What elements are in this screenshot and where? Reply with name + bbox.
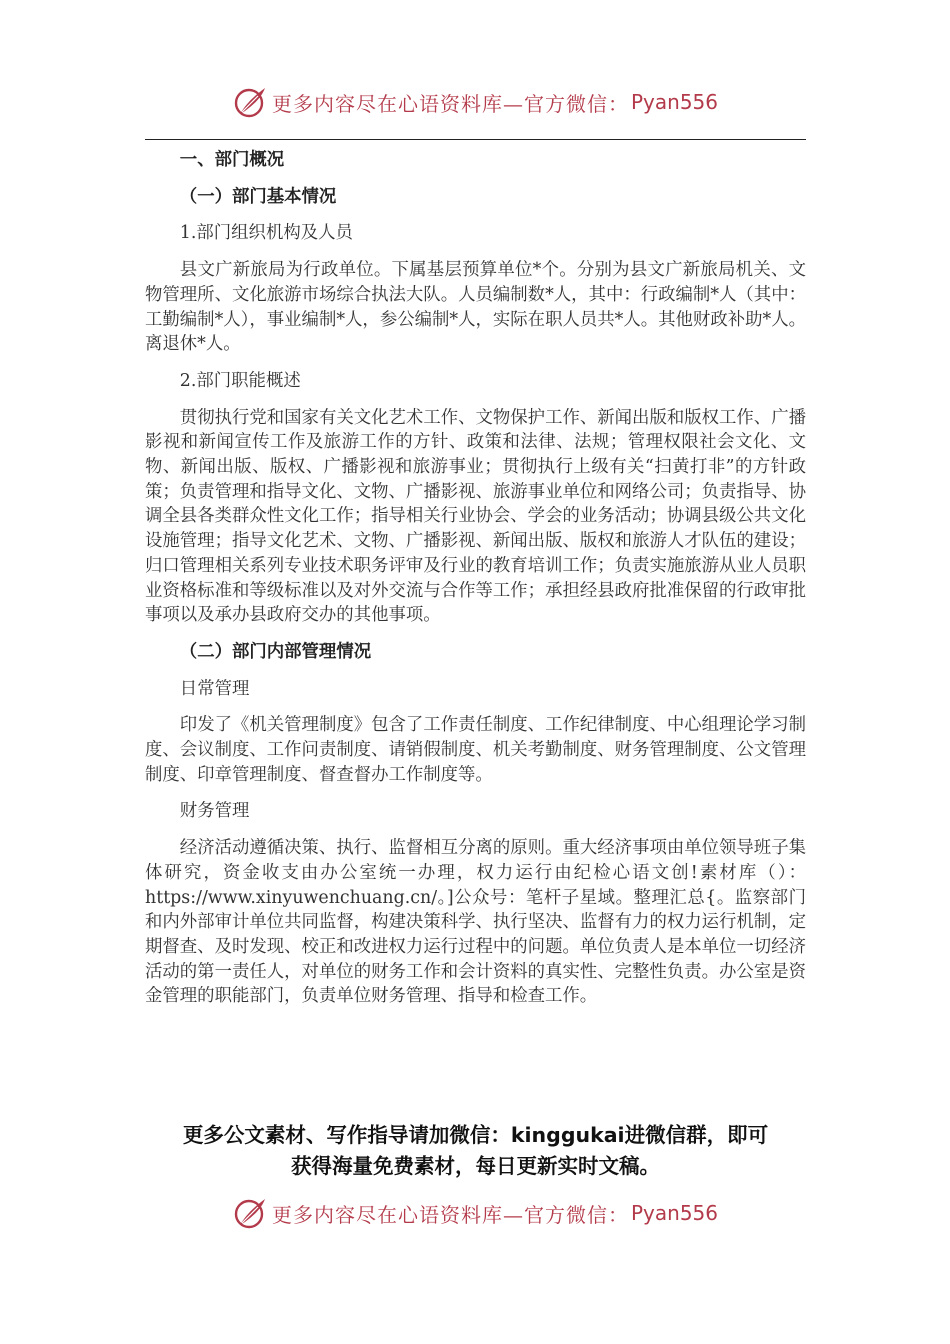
header-divider <box>145 139 806 140</box>
document-body <box>145 143 806 1009</box>
paragraph-org: 县文广新旅局为行政单位。下属基层预算单位*个。分别为县文广新旅局机关、文物管理所、文化旅游市场综合执法大队。人员编制数*人，其中：行政编制*人（其中：工勤编制*人），事业编制*人，参公编制*人，实际在职人员共*人。其他财政补助*人。离退休*人。 <box>145 260 806 355</box>
finance-management-title: 财务管理 <box>179 801 250 822</box>
paragraph-functions: 贯彻执行党和国家有关文化艺术工作、文物保护工作、新闻出版和版权工作、广播影视和新闻宣传工作及旅游工作的方针、政策和法律、法规；管理权限社会文化、文物、新闻出版、版权、广播影视和旅游事业；贯彻执行上级有关“扫黄打非”的方针政策；负责管理和指导文化、文物、广播影视、旅游事业单位和网络公司；负责指导、协调全县各类群众性文化工作；指导相关行业协会、学会的业务活动；协调县级公共文化设施管理；指导文化艺术、文物、广播影视、新闻出版、版权和旅游人才队伍的建设；归口管理相关系列专业技术职务评审及行业的教育培训工作；负责实施旅游从业人员职业资格标准和等级标准以及对外交流与合作等工作；承担经县政府批准保留的行政审批事项以及承办县政府交办的其他事项。 <box>145 407 806 626</box>
paragraph-finance: 经济活动遵循决策、执行、监督相互分离的原则。重大经济事项由单位领导班子集体研究，资金收支由办公室统一办理，权力运行由纪检心语文创!素材库（）：https://www.xinyuwenchuang.cn/。]公众号：笔杆子星域。整理汇总{。监察部门和内外部审计单位共同监督，构建决策科学、执行坚决、监督有力的权力运行机制，定期督查、及时发现、校正和改进权力运行过程中的问题。单位负责人是本单位一切经济活动的第一责任人，对单位的财务工作和会计资料的真实性、完整性负责。办公室是资金管理的职能部门，负责单位财务管理、指导和检查工作。 <box>145 838 806 1007</box>
item-title-2: 2.部门职能概述 <box>179 370 301 391</box>
footer-banner <box>0 1193 950 1233</box>
section-title: 一、部门概况 <box>179 150 285 170</box>
footer-line-1: 更多公文素材、写作指导请加微信：kinggukai进微信群，即可 <box>182 1123 769 1147</box>
daily-management-title: 日常管理 <box>179 678 250 699</box>
banner-text: 更多内容尽在心语资料库—官方微信： <box>271 1202 629 1227</box>
subsection-title-1: （一）部门基本情况 <box>179 186 337 207</box>
banner-wechat-id: Pyan556 <box>630 1201 718 1225</box>
banner-wechat-id: Pyan556 <box>630 90 718 114</box>
subsection-title-2: （二）部门内部管理情况 <box>179 641 372 662</box>
footer-line-2: 获得海量免费素材，每日更新实时文稿。 <box>291 1154 660 1178</box>
item-title-1: 1.部门组织机构及人员 <box>179 223 353 244</box>
header-banner <box>0 82 950 122</box>
paragraph-daily: 印发了《机关管理制度》包含了工作责任制度、工作纪律制度、中心组理论学习制度、会议制度、工作问责制度、请销假制度、机关考勤制度、财务管理制度、公文管理制度、印章管理制度、督查督办工作制度等。 <box>145 715 806 785</box>
quill-logo-icon <box>232 1195 268 1231</box>
banner-text: 更多内容尽在心语资料库—官方微信： <box>271 91 629 116</box>
quill-logo-icon <box>232 84 268 120</box>
footer-promo <box>145 1120 806 1182</box>
